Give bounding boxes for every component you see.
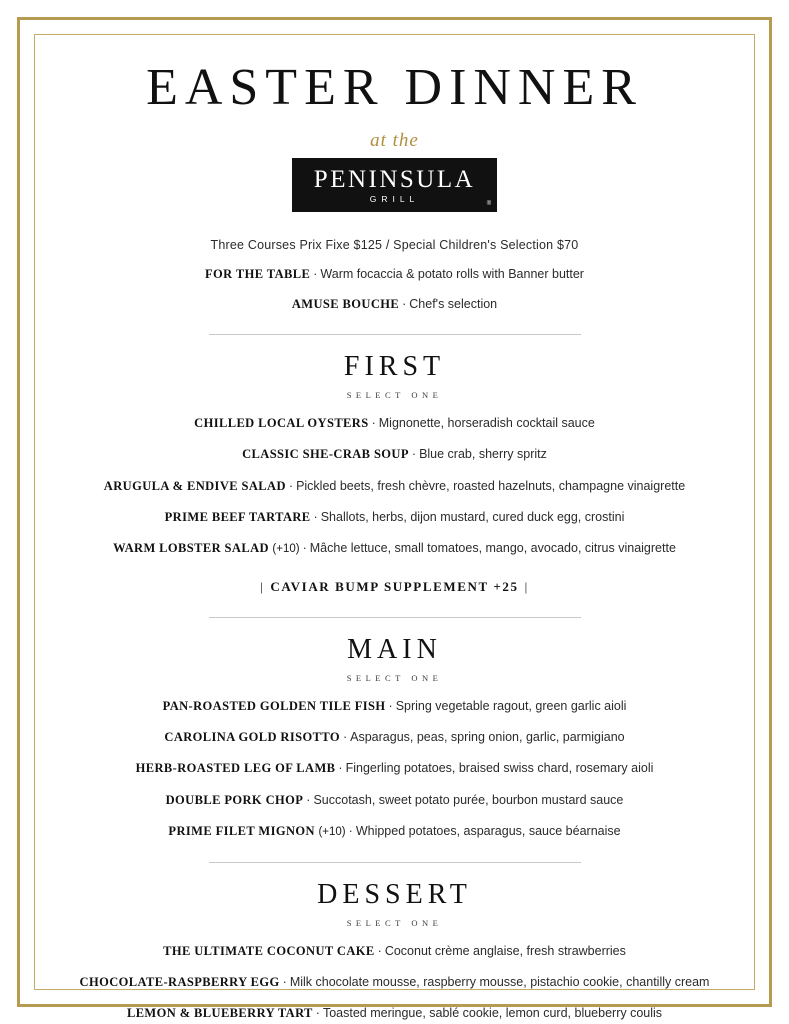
menu-item-description: Mignonette, horseradish cocktail sauce xyxy=(378,416,595,430)
separator-dot: · xyxy=(388,698,393,713)
menu-item xyxy=(52,792,737,808)
menu-item xyxy=(52,509,737,525)
menu-item-description: Succotash, sweet potato purée, bourbon mustard sauce xyxy=(313,792,624,807)
logo-subtitle: GRILL xyxy=(369,194,420,204)
menu-content xyxy=(52,46,737,1021)
menu-item xyxy=(52,446,737,462)
menu-item xyxy=(52,415,737,431)
menu-item-name: AMUSE BOUCHE xyxy=(291,296,400,311)
section-instruction: SELECT ONE xyxy=(346,390,443,400)
menu-item-description: Warm focaccia & potato rolls with Banner butter xyxy=(320,266,584,281)
menu-item xyxy=(52,943,737,959)
peninsula-grill-logo xyxy=(292,158,497,212)
menu-item-name: PRIME BEEF TARTARE xyxy=(164,509,311,524)
separator-dot: · xyxy=(288,478,294,493)
separator-dot: · xyxy=(342,730,348,745)
menu-item-name: ARUGULA & ENDIVE SALAD xyxy=(103,478,286,493)
bar-right: | xyxy=(524,578,529,594)
separator-dot: · xyxy=(348,823,353,838)
section-instruction: SELECT ONE xyxy=(346,672,443,683)
separator-dot: · xyxy=(402,296,407,311)
menu-item-name: CHILLED LOCAL OYSTERS xyxy=(194,416,369,430)
separator-dot: · xyxy=(302,541,307,555)
menu-item-name: CLASSIC SHE-CRAB SOUP xyxy=(242,447,409,462)
menu-item-description: Spring vegetable ragout, green garlic aioli xyxy=(395,698,627,713)
caviar-supplement-note xyxy=(52,579,737,595)
caviar-supplement-text: CAVIAR BUMP SUPPLEMENT +25 xyxy=(270,578,519,594)
separator-dot: · xyxy=(338,761,343,776)
separator-dot: · xyxy=(313,509,318,524)
menu-item-description: Milk chocolate mousse, raspberry mousse, pistachio cookie, chantilly cream xyxy=(289,975,710,990)
bar-left: | xyxy=(260,578,265,594)
menu-item-name: PAN-ROASTED GOLDEN TILE FISH xyxy=(162,698,386,713)
section-instruction: SELECT ONE xyxy=(346,917,443,928)
menu-item xyxy=(52,974,737,990)
separator-dot: · xyxy=(282,975,287,990)
section-title: FIRST xyxy=(343,351,446,382)
menu-item-name: HERB-ROASTED LEG OF LAMB xyxy=(135,761,336,776)
menu-item-description: Blue crab, sherry spritz xyxy=(419,447,547,462)
separator-dot: · xyxy=(315,1006,320,1021)
menu-item-description: Pickled beets, fresh chèvre, roasted hazelnuts, champagne vinaigrette xyxy=(296,478,686,493)
menu-item-name: PRIME FILET MIGNON xyxy=(168,823,315,838)
separator-dot: · xyxy=(411,447,417,462)
menu-item xyxy=(52,540,737,557)
menu-item xyxy=(52,729,737,745)
section-title: DESSERT xyxy=(317,878,472,910)
menu-item-name: CAROLINA GOLD RISOTTO xyxy=(164,730,340,745)
menu-item-description: Coconut crème anglaise, fresh strawberries xyxy=(384,943,626,958)
separator-dot: · xyxy=(371,416,376,430)
menu-item-name: LEMON & BLUEBERRY TART xyxy=(126,1006,313,1021)
menu-item-supplement: (+10) xyxy=(318,825,346,838)
menu-item-name: CHOCOLATE-RASPBERRY EGG xyxy=(79,975,280,990)
menu-item-description: Mâche lettuce, small tomatoes, mango, avocado, citrus vinaigrette xyxy=(309,541,676,555)
menu-item-description: Chef's selection xyxy=(409,296,498,311)
menu-item-description: Toasted meringue, sablé cookie, lemon curd, blueberry coulis xyxy=(322,1006,663,1021)
section-main xyxy=(52,633,737,840)
menu-item-description: Whipped potatoes, asparagus, sauce béarnaise xyxy=(355,823,621,838)
section-dessert xyxy=(52,878,737,1022)
menu-item-description: Fingerling potatoes, braised swiss chard, rosemary aioli xyxy=(345,761,654,776)
section-divider xyxy=(209,862,581,863)
registered-trademark-icon: ® xyxy=(486,200,492,207)
at-the-script: at the xyxy=(370,130,419,151)
menu-item xyxy=(52,266,737,282)
intro-items xyxy=(52,266,737,313)
menu-item xyxy=(52,296,737,312)
menu-item-description: Asparagus, peas, spring onion, garlic, parmigiano xyxy=(350,730,625,745)
menu-item xyxy=(52,760,737,776)
menu-item xyxy=(52,698,737,714)
menu-item-name: THE ULTIMATE COCONUT CAKE xyxy=(163,943,375,958)
separator-dot: · xyxy=(377,943,382,958)
menu-item xyxy=(52,478,737,494)
separator-dot: · xyxy=(313,266,318,281)
section-divider xyxy=(209,334,581,335)
prix-fixe-pricing: Three Courses Prix Fixe $125 / Special Children's Selection $70 xyxy=(210,237,579,252)
section-first xyxy=(52,353,737,595)
menu-item-name: DOUBLE PORK CHOP xyxy=(165,792,304,807)
menu-item-description: Shallots, herbs, dijon mustard, cured duck egg, crostini xyxy=(320,509,625,524)
menu-item-name: FOR THE TABLE xyxy=(205,266,311,281)
page-title: EASTER DINNER xyxy=(146,59,643,116)
menu-item xyxy=(52,823,737,840)
section-divider xyxy=(209,617,581,618)
menu-item-name: WARM LOBSTER SALAD xyxy=(113,541,269,555)
logo-wordmark: PENINSULA xyxy=(313,166,476,193)
separator-dot: · xyxy=(306,792,311,807)
menu-item xyxy=(52,1005,737,1021)
menu-item-supplement: (+10) xyxy=(272,543,300,555)
section-title: MAIN xyxy=(347,633,442,665)
